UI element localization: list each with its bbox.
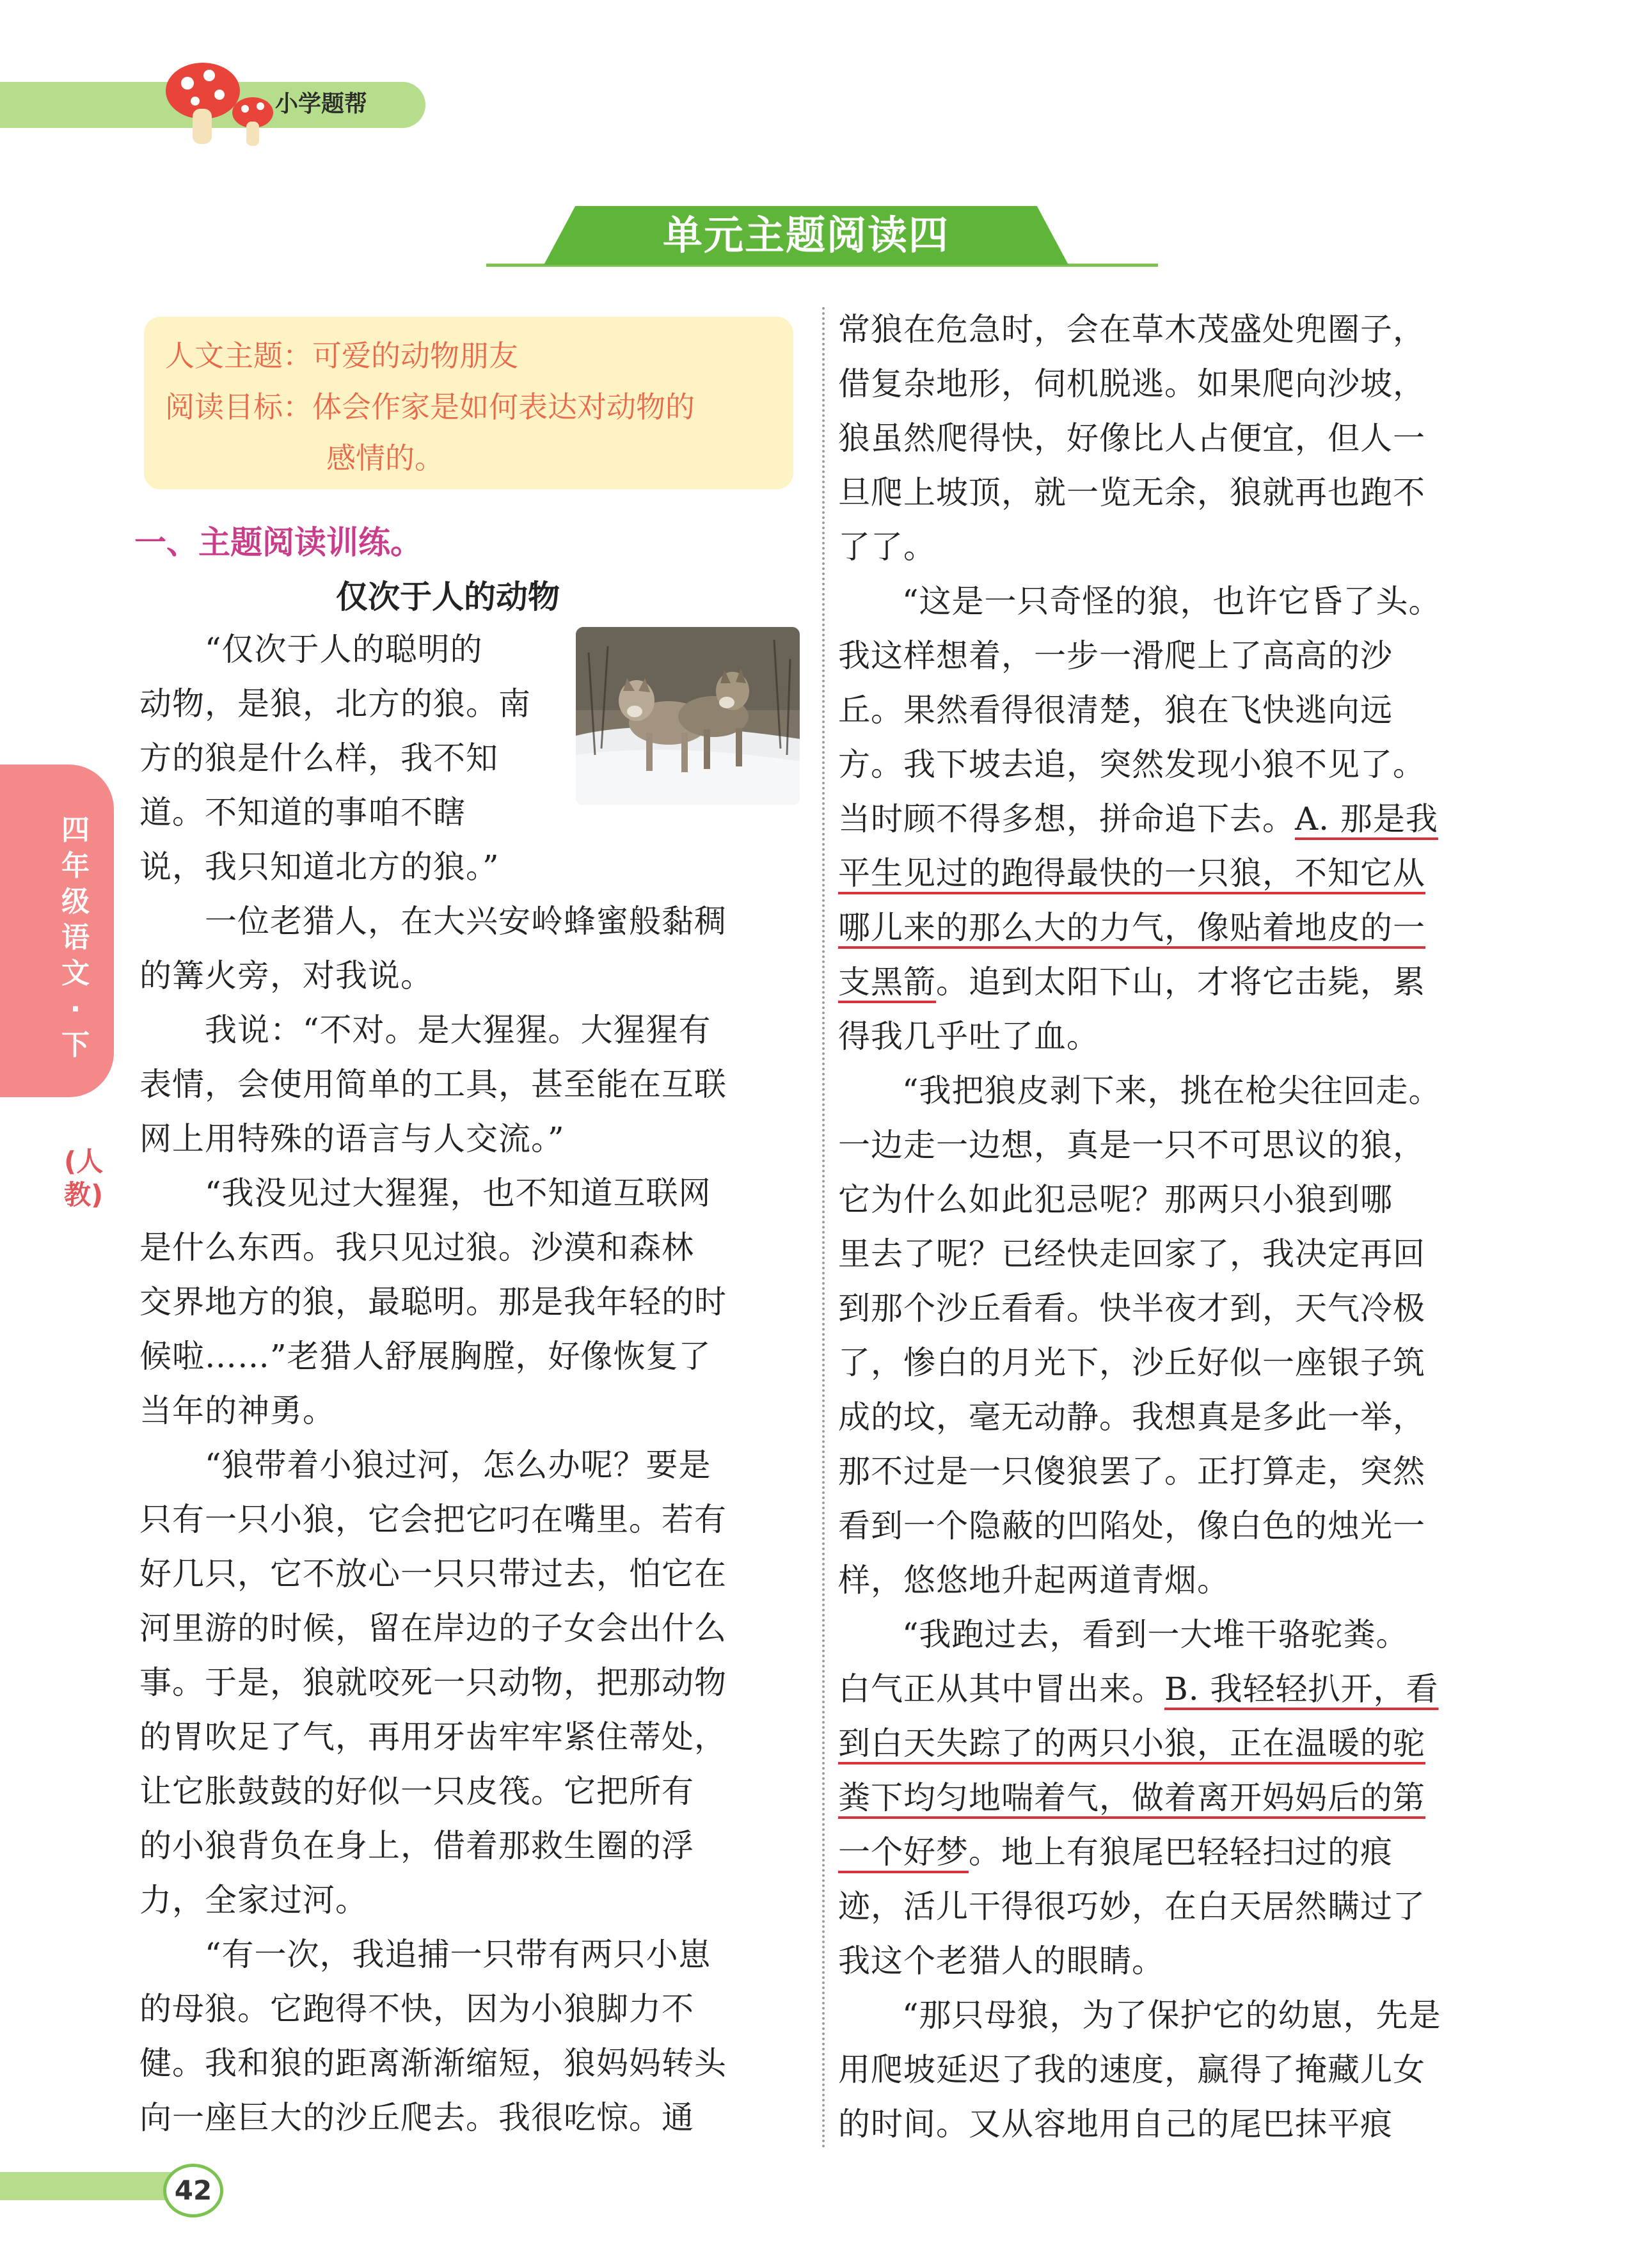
underlined-sentence-a: 平生见过的跑得最快的一只狼，不知它从 xyxy=(838,855,1425,892)
text-line xyxy=(838,1670,1439,1708)
column-divider xyxy=(822,307,825,2150)
text-line: 它为什么如此犯忌呢？那两只小狼到哪 xyxy=(838,1181,1393,1218)
text-line: 动物，是狼，北方的狼。南 xyxy=(139,685,531,722)
underlined-sentence-a: 支黑箭 xyxy=(838,964,936,1001)
underlined-sentence-b: 到白天失踪了的两只小狼，正在温暖的驼 xyxy=(838,1725,1425,1762)
text-line: 的胃吹足了气，再用牙齿牢牢紧住蒂处， xyxy=(139,1718,727,1756)
text-line: 说，我只知道北方的狼。” xyxy=(139,848,500,885)
text-line: 成的坟，毫无动静。我想真是多此一举， xyxy=(838,1399,1425,1436)
goal-line: 阅读目标：体会作家是如何表达对动物的 xyxy=(165,390,695,424)
brand-label: 小学题帮 xyxy=(275,91,368,117)
text-line: 了了。 xyxy=(838,528,936,566)
underlined-sentence-b: 一个好梦 xyxy=(838,1834,969,1871)
text-line: 的母狼。它跑得不快，因为小狼脚力不 xyxy=(139,1990,694,2027)
text-line: 我这个老猎人的眼睛。 xyxy=(838,1942,1164,1979)
text-line: 丘。果然看得很清楚，狼在飞快逃向远 xyxy=(838,692,1393,729)
text-line: 候啦……”老猎人舒展胸膛，好像恢复了 xyxy=(139,1338,711,1375)
text-line: “这是一只奇怪的狼，也许它昏了头。 xyxy=(902,583,1441,620)
page-title: 单元主题阅读四 xyxy=(662,212,949,258)
text-line: 里去了呢？已经快走回家了，我决定再回 xyxy=(838,1235,1425,1273)
underlined-sentence-b: 粪下均匀地喘着气，做着离开妈妈后的第 xyxy=(838,1779,1425,1816)
text-line: 方的狼是什么样，我不知 xyxy=(139,740,498,777)
text-line: 交界地方的狼，最聪明。那是我年轻的时 xyxy=(139,1283,727,1320)
text-line: 表情，会使用简单的工具，甚至能在互联 xyxy=(139,1066,727,1103)
text-line: 健。我和狼的距离渐渐缩短，狼妈妈转头 xyxy=(139,2045,727,2082)
text-line: “有一次，我追捕一只带有两只小崽 xyxy=(205,1936,711,1973)
text-line xyxy=(838,963,1425,1001)
side-tab-label: 四年级语文·下 xyxy=(61,814,90,1061)
text-line: 用爬坡延迟了我的速度，赢得了掩藏儿女 xyxy=(838,2051,1425,2088)
text-line: 借复杂地形，伺机脱逃。如果爬向沙坡， xyxy=(838,365,1425,402)
goal-line-cont: 感情的。 xyxy=(326,441,444,475)
text-segment: 白气正从其中冒出来。 xyxy=(838,1670,1164,1708)
article-title: 仅次于人的动物 xyxy=(336,578,560,615)
page-number: 42 xyxy=(163,2164,223,2217)
theme-line: 人文主题：可爱的动物朋友 xyxy=(165,338,518,373)
text-line: 到那个沙丘看看。快半夜才到，天气冷极 xyxy=(838,1290,1425,1327)
text-line: 方。我下坡去追，突然发现小狼不见了。 xyxy=(838,746,1425,783)
text-line: 网上用特殊的语言与人交流。” xyxy=(139,1120,565,1157)
text-line: 得我几乎吐了血。 xyxy=(838,1018,1099,1055)
underlined-sentence-a: A. 那是我 xyxy=(1295,800,1438,837)
text-line: “我把狼皮剥下来，挑在枪尖往回走。 xyxy=(902,1072,1441,1109)
text-line: 的小狼背负在身上，借着那救生圈的浮 xyxy=(139,1827,694,1864)
text-line: 我说：“不对。是大猩猩。大猩猩有 xyxy=(205,1011,711,1049)
text-segment: 。地上有狼尾巴轻轻扫过的痕 xyxy=(969,1834,1393,1871)
text-line: 一边走一边想，真是一只不可思议的狼， xyxy=(838,1127,1425,1164)
text-line xyxy=(838,1833,1393,1871)
text-segment: 。追到太阳下山，才将它击毙，累 xyxy=(936,964,1425,1001)
text-segment: 当时顾不得多想，拼命追下去。 xyxy=(838,800,1295,837)
wolves-photo xyxy=(576,627,800,805)
text-line: “我跑过去，看到一大堆干骆驼粪。 xyxy=(902,1616,1409,1653)
mushroom-icon xyxy=(163,58,278,147)
text-line xyxy=(838,800,1438,838)
text-line: 常狼在危急时，会在草木茂盛处兜圈子， xyxy=(838,311,1425,348)
underlined-sentence-a: 哪儿来的那么大的力气，像贴着地皮的一 xyxy=(838,909,1425,946)
section-heading: 一、主题阅读训练。 xyxy=(134,524,422,561)
text-line: 河里游的时候，留在岸边的子女会出什么 xyxy=(139,1610,727,1647)
text-line: 样，悠悠地升起两道青烟。 xyxy=(838,1562,1230,1599)
text-line: 当年的神勇。 xyxy=(139,1392,335,1429)
text-line: 事。于是，狼就咬死一只动物，把那动物 xyxy=(139,1664,727,1701)
text-line: 那不过是一只傻狼罢了。正打算走，突然 xyxy=(838,1453,1425,1490)
underlined-sentence-b: B. 我轻轻扒开，看 xyxy=(1164,1670,1439,1708)
text-line: 向一座巨大的沙丘爬去。我很吃惊。通 xyxy=(139,2099,694,2136)
text-line: “仅次于人的聪明的 xyxy=(205,631,483,668)
text-line: “狼带着小狼过河，怎么办呢？要是 xyxy=(205,1447,711,1484)
text-line: 让它胀鼓鼓的好似一只皮筏。它把所有 xyxy=(139,1773,694,1810)
text-line: 道。不知道的事咱不瞎 xyxy=(139,794,466,831)
text-line: “我没见过大猩猩，也不知道互联网 xyxy=(205,1175,711,1212)
text-line: 好几只，它不放心一只只带过去，怕它在 xyxy=(139,1555,727,1592)
text-line: 的时间。又从容地用自己的尾巴抹平痕 xyxy=(838,2105,1393,2143)
text-line: 只有一只小狼，它会把它叼在嘴里。若有 xyxy=(139,1501,727,1538)
text-line: 我这样想着，一步一滑爬上了高高的沙 xyxy=(838,637,1393,674)
text-line: 力，全家过河。 xyxy=(139,1882,368,1919)
text-line: “那只母狼，为了保护它的幼崽，先是 xyxy=(902,1997,1441,2034)
text-line: 的篝火旁，对我说。 xyxy=(139,957,433,994)
side-tab-edition: (人教) xyxy=(64,1146,104,1210)
text-line: 看到一个隐蔽的凹陷处，像白色的烛光一 xyxy=(838,1507,1425,1544)
text-line: 狼虽然爬得快，好像比人占便宜，但人一 xyxy=(838,420,1425,457)
text-line: 了，惨白的月光下，沙丘好似一座银子筑 xyxy=(838,1344,1425,1381)
text-line: 旦爬上坡顶，就一览无余，狼就再也跑不 xyxy=(838,474,1425,511)
text-line: 是什么东西。我只见过狼。沙漠和森林 xyxy=(139,1229,694,1266)
text-line: 一位老猎人，在大兴安岭蜂蜜般黏稠 xyxy=(205,903,727,940)
text-line: 迹，活儿干得很巧妙，在白天居然瞒过了 xyxy=(838,1888,1425,1925)
